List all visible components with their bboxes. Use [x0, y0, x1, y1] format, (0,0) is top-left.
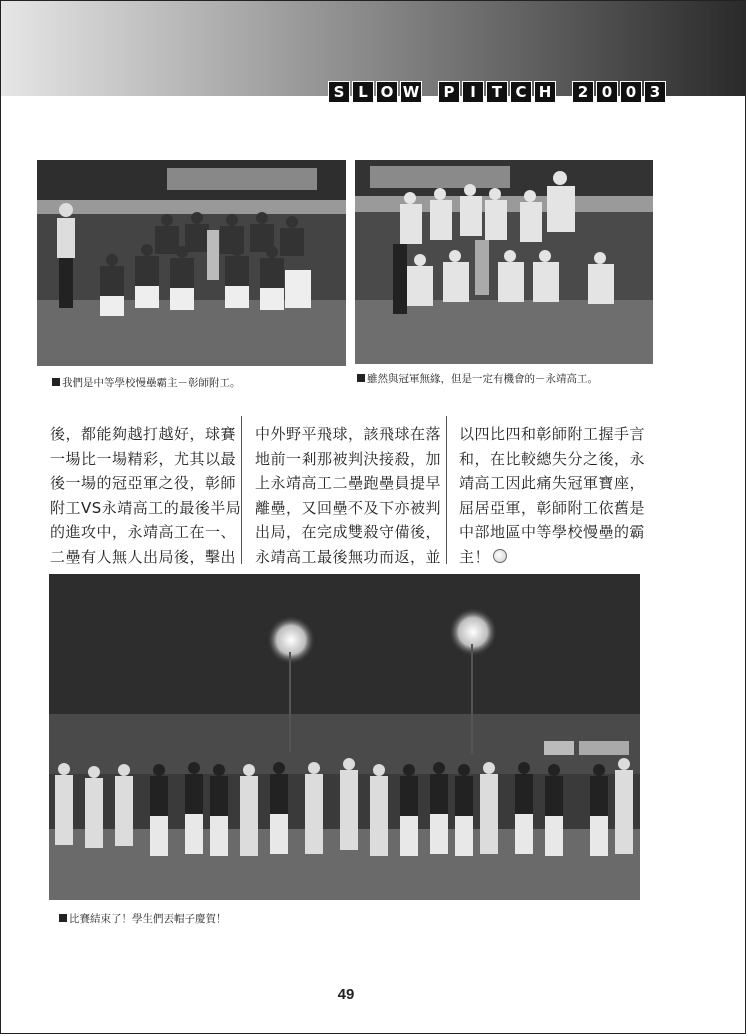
text-line: 中部地區中等學校慢壘的霸: [459, 523, 646, 541]
text-column-3: [459, 422, 646, 569]
text-line: 靖高工因此痛失冠軍寶座，: [459, 474, 646, 492]
caption-text: 我們是中等學校慢壘霸主－彰師附工。: [62, 377, 241, 389]
team-photo-champion: [37, 160, 346, 366]
text-line: 永靖高工最後無功而返，並: [255, 547, 442, 566]
header-letter: L: [352, 81, 374, 103]
text-line: 一場比一場精彩，尤其以最: [50, 449, 237, 468]
header-letter: C: [510, 81, 532, 103]
column-divider: [241, 416, 242, 564]
caption-text: 比賽結束了！學生們丟帽子慶賀！: [69, 913, 227, 925]
header-letter-space: [558, 81, 570, 103]
text-line: 離壘，又回壘不及下亦被判: [255, 498, 442, 517]
celebration-photo-image: [49, 574, 640, 900]
header-letter: 0: [620, 81, 642, 103]
celebration-photo: [49, 574, 640, 900]
text-line: 屈居亞軍，彰師附工依舊是: [459, 498, 646, 517]
page-number: 49: [337, 986, 355, 1003]
header-letter: I: [462, 81, 484, 103]
caption-marker: [59, 914, 67, 922]
caption-top-right: [357, 371, 598, 386]
header-letter: H: [534, 81, 556, 103]
text-line: 後，都能夠越打越好，球賽: [50, 425, 237, 443]
header-title: [328, 80, 666, 104]
text-line: 中外野平飛球，該飛球在落: [255, 425, 442, 443]
header-letter: T: [486, 81, 508, 103]
header-letter: P: [438, 81, 460, 103]
text-line-last: [459, 545, 635, 570]
header-letter-space: [424, 81, 436, 103]
text-line: 出局，在完成雙殺守備後，: [255, 523, 442, 541]
text-line: 附工VS永靖高工的最後半局: [50, 498, 242, 517]
text-line: 和，在比較總失分之後，永: [459, 449, 646, 468]
text-line: 後一場的冠亞軍之役，彰師: [50, 474, 237, 492]
header-letter: 0: [596, 81, 618, 103]
header-letter: S: [328, 81, 350, 103]
header-letter: O: [376, 81, 398, 103]
caption-top-left: [52, 375, 241, 390]
team-photo-champion-image: [37, 160, 346, 366]
text-line: 地前一剎那被判決接殺，加: [255, 449, 442, 468]
team-photo-runner-up-image: [355, 160, 653, 364]
caption-marker: [52, 378, 60, 386]
text-line-last-text: 主！: [459, 547, 491, 566]
header-letter: 2: [572, 81, 594, 103]
caption-bottom: [59, 911, 227, 926]
column-divider: [446, 416, 447, 564]
caption-marker: [357, 374, 365, 382]
softball-icon: [493, 549, 507, 563]
text-line: 二壘有人無人出局後，擊出: [50, 547, 237, 566]
header-letter: 3: [644, 81, 666, 103]
header-letter: W: [400, 81, 422, 103]
team-photo-runner-up: [355, 160, 653, 364]
caption-text: 雖然與冠軍無緣，但是一定有機會的－永靖高工。: [367, 373, 598, 385]
text-line: 的進攻中，永靖高工在一、: [50, 523, 237, 541]
text-column-2: [255, 422, 442, 569]
text-column-1: [50, 422, 242, 569]
text-line: 上永靖高工二壘跑壘員提早: [255, 474, 442, 492]
text-line: 以四比四和彰師附工握手言: [459, 425, 646, 443]
